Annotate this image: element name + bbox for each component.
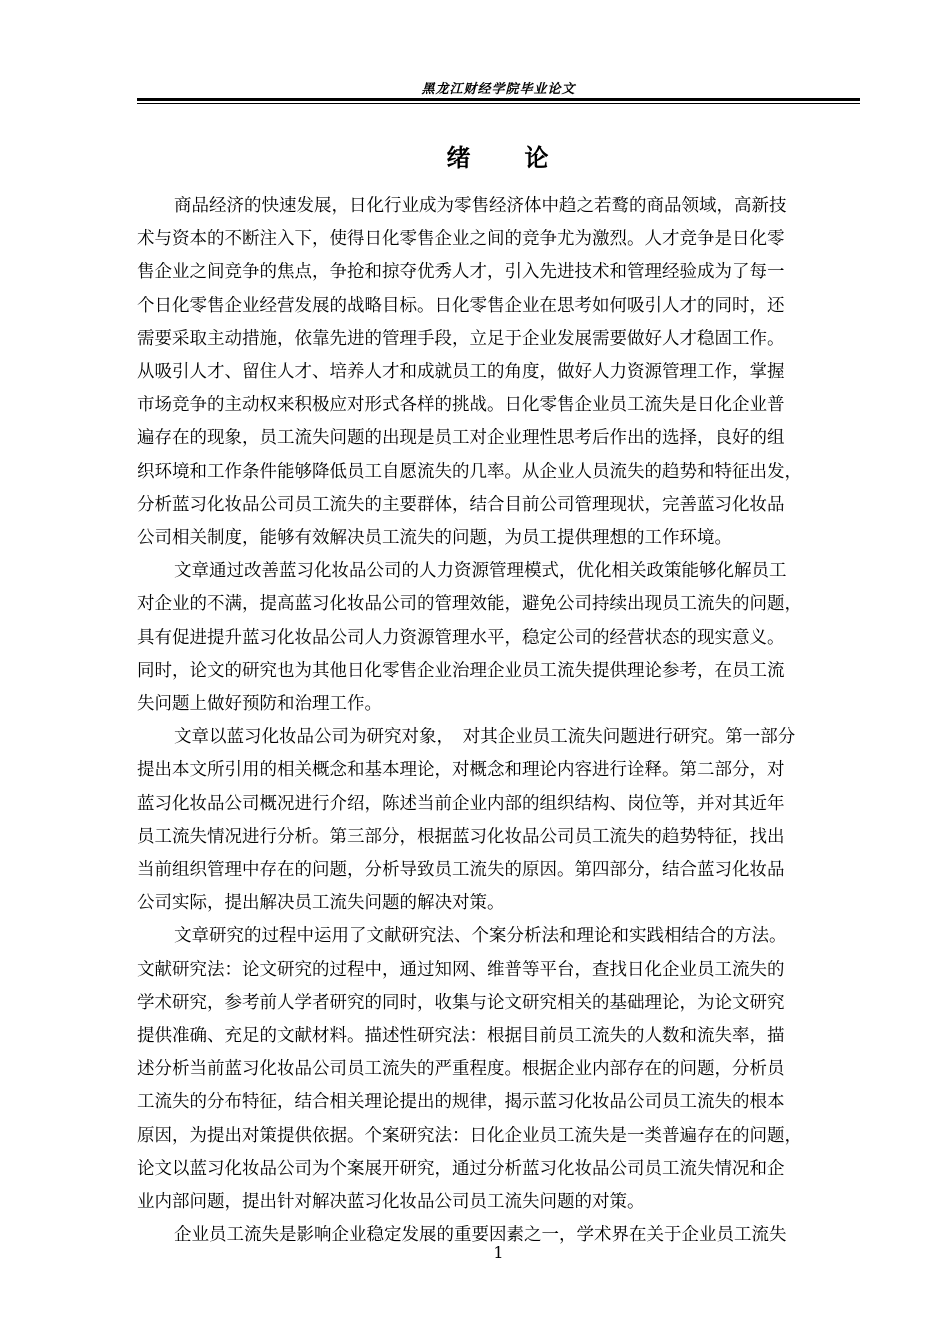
text-line: 提供准确、充足的文献材料。描述性研究法：根据目前员工流失的人数和流失率，描 <box>137 1026 785 1047</box>
page-number: 1 <box>493 1243 504 1262</box>
text-line: 具有促进提升蓝习化妆品公司人力资源管理水平，稳定公司的经营状态的现实意义。 <box>137 627 785 648</box>
text-line: 售企业之间竞争的焦点，争抢和掠夺优秀人才，引入先进技术和管理经验成为了每一 <box>137 262 785 283</box>
text-line: 分析蓝习化妆品公司员工流失的主要群体，结合目前公司管理现状，完善蓝习化妆品 <box>137 494 785 515</box>
text-line: 需要采取主动措施，依靠先进的管理手段，立足于企业发展需要做好人才稳固工作。 <box>137 328 785 349</box>
header-rule-thick <box>137 98 860 101</box>
text-line: 公司相关制度，能够有效解决员工流失的问题，为员工提供理想的工作环境。 <box>137 528 732 549</box>
text-line: 商品经济的快速发展，日化行业成为零售经济体中趋之若鹜的商品领域，高新技 <box>174 196 787 216</box>
text-line: 公司实际，提出解决员工流失问题的解决对策。 <box>137 893 505 914</box>
text-line: 遍存在的现象，员工流失问题的出现是员工对企业理性思考后作出的选择，良好的组 <box>137 428 785 449</box>
text-line: 个日化零售企业经营发展的战略目标。日化零售企业在思考如何吸引人才的同时，还 <box>137 295 785 316</box>
text-line: 织环境和工作条件能够降低员工自愿流失的几率。从企业人员流失的趋势和特征出发， <box>137 461 802 482</box>
text-line: 提出本文所引用的相关概念和基本理论，对概念和理论内容进行诠释。第二部分，对 <box>137 760 785 781</box>
text-line: 市场竞争的主动权来积极应对形式各样的挑战。日化零售企业员工流失是日化企业普 <box>137 395 785 416</box>
text-line: 文章以蓝习化妆品公司为研究对象， 对其企业员工流失问题进行研究。第一部分 <box>174 727 796 748</box>
section-title: 绪 论 <box>446 143 551 172</box>
text-line: 术与资本的不断注入下，使得日化零售企业之间的竞争尤为激烈。人才竞争是日化零 <box>137 229 785 250</box>
text-line: 蓝习化妆品公司概况进行介绍，陈述当前企业内部的组织结构、岗位等，并对其近年 <box>137 793 785 814</box>
paragraph <box>137 555 865 721</box>
text-line: 员工流失情况进行分析。第三部分，根据蓝习化妆品公司员工流失的趋势特征，找出 <box>137 826 785 847</box>
text-line: 业内部问题，提出针对解决蓝习化妆品公司员工流失问题的对策。 <box>137 1192 645 1213</box>
paragraph <box>137 920 865 1219</box>
text-line: 失问题上做好预防和治理工作。 <box>137 694 382 715</box>
text-line: 学术研究，参考前人学者研究的同时，收集与论文研究相关的基础理论，为论文研究 <box>137 992 785 1013</box>
text-line: 文章通过改善蓝习化妆品公司的人力资源管理模式，优化相关政策能够化解员工 <box>174 561 787 582</box>
text-line: 文章研究的过程中运用了文献研究法、个案分析法和理论和实践相结合的方法。 <box>174 926 787 947</box>
text-line: 企业员工流失是影响企业稳定发展的重要因素之一，学术界在关于企业员工流失 <box>174 1225 787 1246</box>
text-line: 述分析当前蓝习化妆品公司员工流失的严重程度。根据企业内部存在的问题，分析员 <box>137 1059 785 1080</box>
paragraph <box>137 190 865 555</box>
text-line: 对企业的不满，提高蓝习化妆品公司的管理效能，避免公司持续出现员工流失的问题， <box>137 594 802 615</box>
header-rule-thin <box>137 103 860 104</box>
running-header: 黑龙江财经学院毕业论文 <box>421 82 576 97</box>
text-line: 当前组织管理中存在的问题，分析导致员工流失的原因。第四部分，结合蓝习化妆品 <box>137 860 785 881</box>
text-line: 文献研究法：论文研究的过程中，通过知网、维普等平台，查找日化企业员工流失的 <box>137 959 785 980</box>
text-line: 原因，为提出对策提供依据。个案研究法：日化企业员工流失是一类普遍存在的问题， <box>137 1125 802 1146</box>
paragraph <box>137 721 865 920</box>
text-line: 从吸引人才、留住人才、培养人才和成就员工的角度，做好人力资源管理工作，掌握 <box>137 362 785 383</box>
body-text <box>137 190 865 1253</box>
text-line: 工流失的分布特征，结合相关理论提出的规律，揭示蓝习化妆品公司员工流失的根本 <box>137 1092 785 1113</box>
text-line: 论文以蓝习化妆品公司为个案展开研究，通过分析蓝习化妆品公司员工流失情况和企 <box>137 1158 785 1179</box>
text-line: 同时，论文的研究也为其他日化零售企业治理企业员工流失提供理论参考，在员工流 <box>137 660 785 681</box>
